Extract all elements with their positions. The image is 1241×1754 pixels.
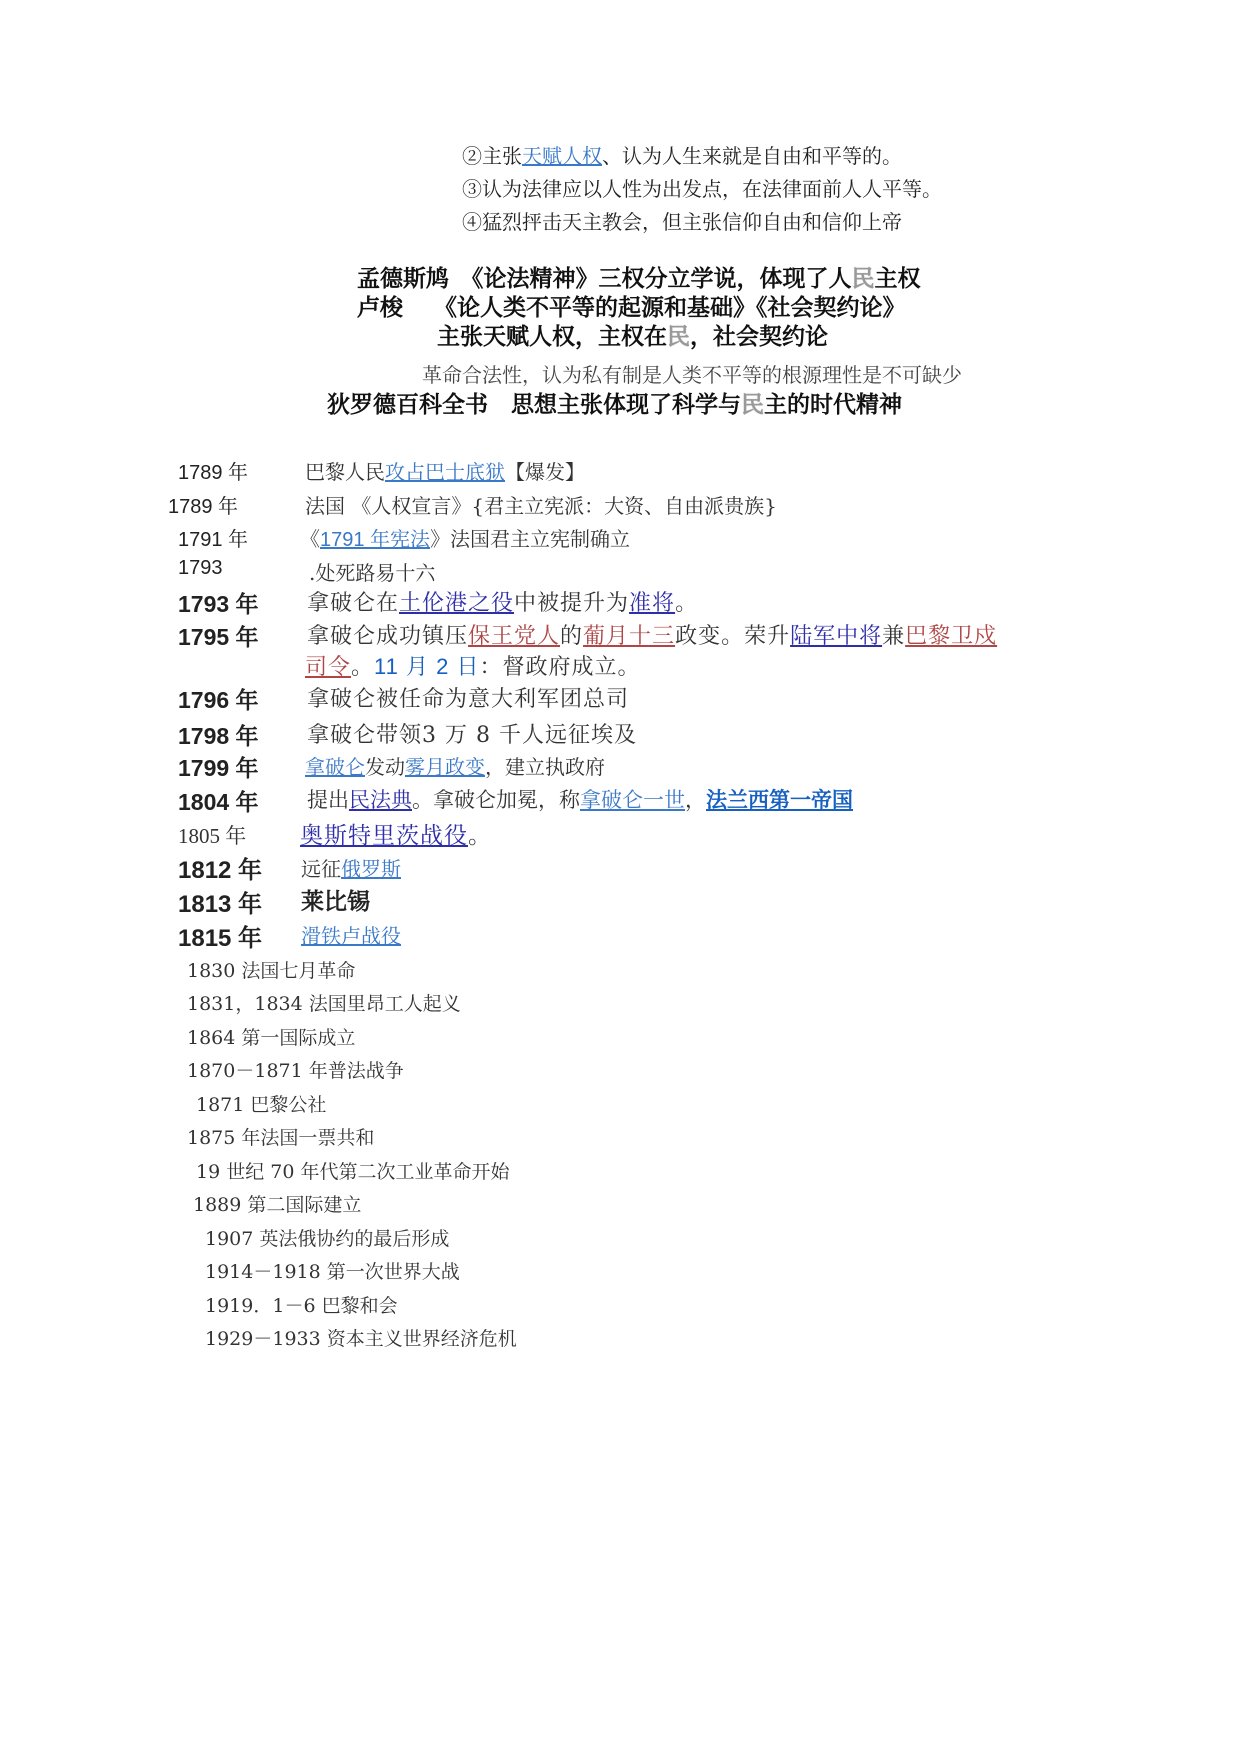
first-empire-link[interactable]: 法兰西第一帝国 [706,788,853,812]
rousseau-line: 卢梭 《论人类不平等的起源和基础》《社会契约论》 [357,295,906,321]
event-text [307,619,997,650]
legitimacy-note: 革命合法性，认为私有制是人类不平等的根源理性是不可缺少 [422,363,962,387]
nov-2-link[interactable]: 11 月 2 日 [374,654,480,679]
later-event: 1830 法国七月革命 [187,960,356,982]
event-year: 1799 年 [178,755,259,781]
brigadier-link[interactable]: 准将 [629,591,676,616]
event-text-part: 》法国君主立宪制确立 [430,527,631,551]
event-text: 拿破仑被任命为意大利军团总司 [307,687,630,712]
event-text-part: 。 [468,823,492,849]
event-year: 1793 年 [178,591,259,617]
event-text: .处死路易十六 [309,561,436,585]
later-event: 1870－1871 年普法战争 [187,1060,404,1082]
event-text-part: 政变。荣升 [675,624,791,649]
diderot-text: 狄罗德百科全书 思想主张体现了科学与 [327,392,741,418]
event-text-part: 提出 [307,788,349,812]
diderot-text-end: 主的时代精神 [764,392,902,418]
diderot-line [327,390,902,420]
event-text-part: 【爆发】 [505,460,585,484]
event-text-part: 拿破仑成功镇压 [307,624,469,649]
napoleon-link[interactable]: 拿破仑 [305,755,365,779]
rousseau-ideas-text: 主张天赋人权，主权在 [437,324,667,350]
event-text: 法国 《人权宣言》{君主立宪派：大资、自由派贵族} [305,494,777,518]
event-year: 1791 年 [178,529,249,551]
event-text [307,784,853,814]
event-year: 1789 年 [178,462,249,484]
principle-4: ④猛烈抨击天主教会，但主张信仰自由和信仰上帝 [462,210,902,234]
event-text: 拿破仑带领3 万 8 千人远征埃及 [307,723,637,748]
rousseau-ideas-line [437,322,828,352]
napoleon-i-link[interactable]: 拿破仑一世 [580,788,685,812]
principle-2-prefix: ②主张 [462,144,522,168]
event-text: 莱比锡 [301,889,370,915]
waterloo-link[interactable]: 滑铁卢战役 [301,924,401,948]
event-year: 1798 年 [178,723,259,749]
event-text-cont [305,650,640,681]
later-event: 19 世纪 70 年代第二次工业革命开始 [196,1161,510,1183]
event-text-part: 的 [560,624,584,649]
highlight-char: 民 [667,324,690,350]
event-text-part: 。 [675,591,699,616]
event-text-part: 远征 [301,857,341,881]
later-event: 1889 第二国际建立 [193,1194,362,1216]
montesquieu-text-end: 主权 [874,266,921,292]
highlight-char: 民 [851,266,875,292]
paris-garrison-link[interactable]: 巴黎卫戍 [905,624,998,649]
later-event: 1907 英法俄协约的最后形成 [205,1228,450,1250]
event-text [305,751,605,780]
event-text-part: ， [685,788,706,812]
later-event: 1871 巴黎公社 [196,1094,327,1116]
event-text-part: ：督政府成立。 [479,655,641,680]
royalists-link[interactable]: 保王党人 [468,624,561,649]
event-text [301,920,401,949]
event-text-part: 发动 [365,755,405,779]
civil-code-link[interactable]: 民法典 [349,788,412,812]
later-event: 1919．1－6 巴黎和会 [205,1295,398,1317]
event-text [300,523,630,552]
vendemiaire-link[interactable]: 葡月十三 [583,624,676,649]
brumaire-link[interactable]: 雾月政变 [405,755,485,779]
event-text-part: 巴黎人民 [305,460,385,484]
event-text [305,456,585,485]
event-year: 1815 年 [178,925,263,952]
event-year: 1789 年 [168,496,239,518]
event-text-part: 兼 [882,624,906,649]
later-event: 1875 年法国一票共和 [187,1127,375,1149]
event-text-part: 拿破仑在 [307,591,400,616]
event-text [300,817,492,850]
principle-3: ③认为法律应以人性为出发点，在法律面前人人平等。 [462,177,942,201]
event-text-part: 《 [300,527,320,551]
event-year: 1812 年 [178,857,263,884]
later-event: 1929－1933 资本主义世界经济危机 [205,1328,517,1350]
event-text [301,853,401,882]
event-year: 1795 年 [178,624,259,650]
event-year: 1804 年 [178,789,259,815]
event-text-part: 中被提升为 [514,591,630,616]
event-year: 1805 年 [178,824,247,848]
montesquieu-line [357,264,921,294]
event-text-part: 。拿破仑加冕，称 [412,788,580,812]
event-year: 1813 年 [178,891,263,918]
montesquieu-text: 孟德斯鸠 《论法精神》三权分立学说，体现了人 [357,266,852,292]
later-event: 1864 第一国际成立 [187,1027,356,1049]
natural-rights-link[interactable]: 天赋人权 [522,144,602,168]
major-general-link[interactable]: 陆军中将 [790,624,883,649]
event-text-part: ，建立执政府 [485,755,605,779]
russia-link[interactable]: 俄罗斯 [341,857,401,881]
later-event: 1831，1834 法国里昂工人起义 [187,993,461,1015]
toulon-link[interactable]: 土伦港之役 [399,591,515,616]
principle-2-suffix: 、认为人生来就是自由和平等的。 [602,144,902,168]
later-event: 1914－1918 第一次世界大战 [205,1261,460,1283]
event-year: 1796 年 [178,687,259,713]
event-text-part: 。 [351,655,375,680]
event-text [307,586,698,617]
bastille-link[interactable]: 攻占巴士底狱 [385,460,505,484]
event-year: 1793 [178,557,223,579]
paris-garrison-link-cont[interactable]: 司令 [305,655,352,680]
principle-2 [462,143,902,169]
austerlitz-link[interactable]: 奥斯特里茨战役 [300,823,468,849]
rousseau-ideas-text-end: ，社会契约论 [690,324,828,350]
constitution-1791-link[interactable]: 1791 年宪法 [320,529,431,551]
highlight-char: 民 [741,392,764,418]
